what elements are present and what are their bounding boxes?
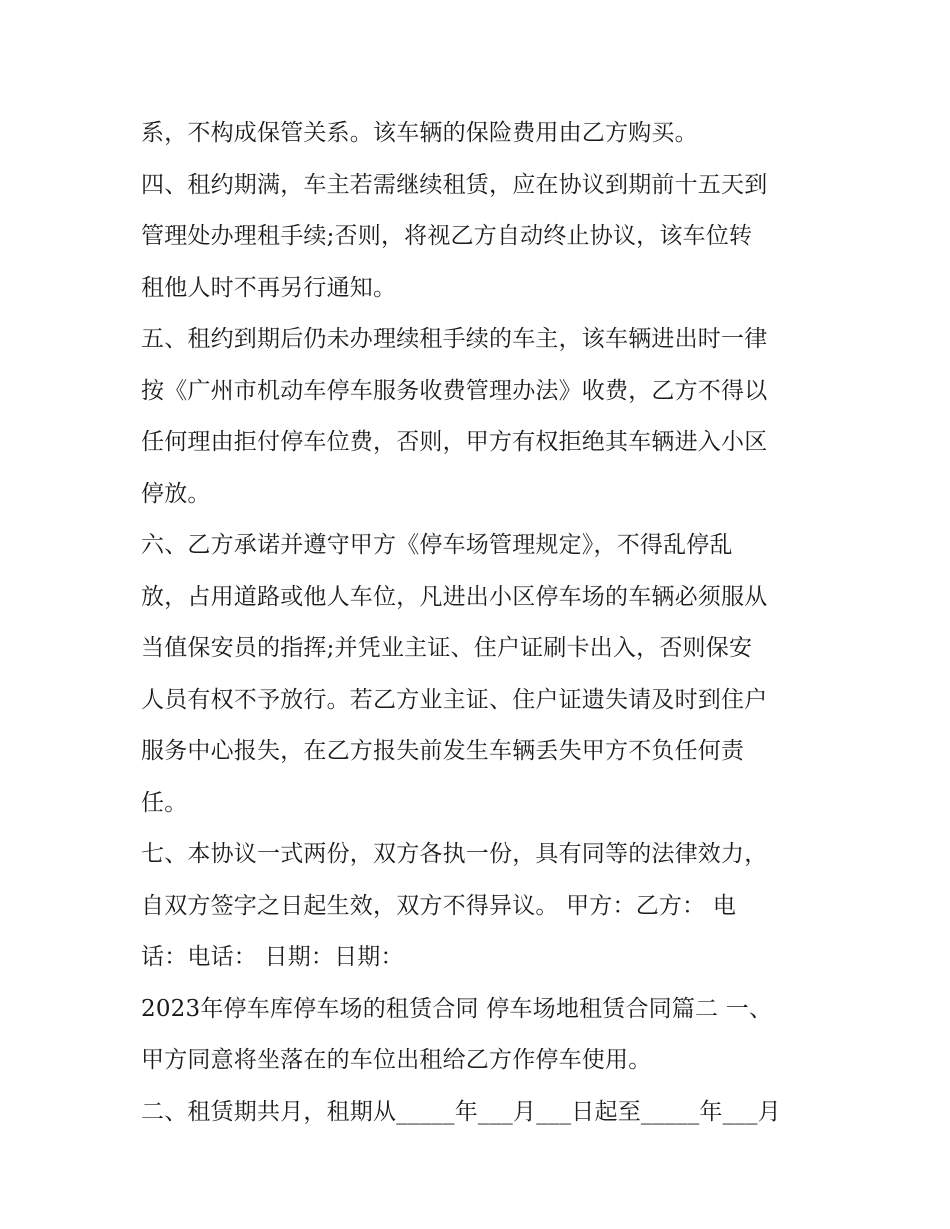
text-line: 话：电话： 日期：日期： — [141, 944, 404, 970]
text-line: 甲方同意将坐落在的车位出租给乙方作停车使用。 — [141, 1047, 652, 1073]
text-line: 五、租约到期后仍未办理续租手续的车主，该车辆进出时一律 — [141, 326, 768, 352]
text-line: 二、租赁期共月，租期从_____年___月___日起至_____年___月 — [141, 1098, 781, 1125]
document-body — [141, 108, 821, 1138]
text-line: 自双方签字之日起生效，双方不得异议。 甲方：乙方： 电 — [141, 892, 737, 919]
text-line: 系，不构成保管关系。该车辆的保险费用由乙方购买。 — [141, 120, 698, 146]
text-line: 管理处办理租手续;否则，将视乙方自动终止协议，该车位转 — [141, 223, 753, 249]
text-line: 按《广州市机动车停车服务收费管理办法》收费，乙方不得以 — [141, 377, 768, 404]
text-line: 任。 — [141, 789, 188, 816]
text-line: 四、租约期满，车主若需继续租赁，应在协议到期前十五天到 — [141, 171, 768, 198]
text-line: 服务中心报失，在乙方报失前发生车辆丢失甲方不负任何责 — [141, 738, 745, 764]
text-line: 租他人时不再另行通知。 — [141, 274, 397, 301]
text-line: 当值保安员的指挥;并凭业主证、住户证刷卡出入，否则保安 — [141, 635, 753, 661]
text-line: 六、乙方承诺并遵守甲方《停车场管理规定》，不得乱停乱 — [141, 532, 733, 558]
text-line: 2023年停车库停车场的租赁合同 停车场地租赁合同篇二 一、 — [141, 995, 773, 1022]
text-line: 人员有权不予放行。若乙方业主证、住户证遗失请及时到住户 — [141, 686, 768, 713]
text-line: 七、本协议一式两份，双方各执一份，具有同等的法律效力， — [141, 841, 768, 867]
text-line: 停放。 — [141, 480, 211, 507]
text-line: 放，占用道路或他人车位，凡进出小区停车场的车辆必须服从 — [141, 583, 768, 610]
text-line: 任何理由拒付停车位费，否则，甲方有权拒绝其车辆进入小区 — [141, 429, 768, 455]
